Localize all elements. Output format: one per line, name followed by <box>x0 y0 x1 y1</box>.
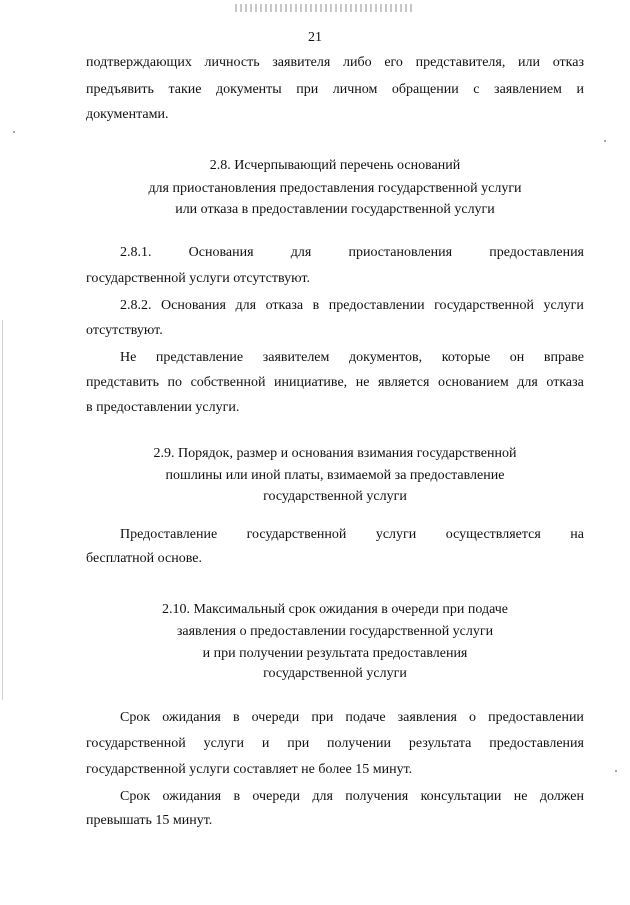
paragraph-line: 2.8.2. Основания для отказа в предоставлении государственной услуги <box>120 298 584 313</box>
section-heading: государственной услуги <box>263 489 407 504</box>
scan-speck <box>615 770 617 772</box>
section-heading: пошлины или иной платы, взимаемой за предоставление <box>165 468 505 483</box>
section-heading: государственной услуги <box>263 666 407 681</box>
paragraph-line: превышать 15 минут. <box>86 813 213 828</box>
paragraph-line: предъявить такие документы при личном обращении с заявлением и <box>86 82 584 97</box>
paragraph-line: представить по собственной инициативе, не является основанием для отказа <box>86 375 584 390</box>
paragraph-line: документами. <box>86 107 169 122</box>
paragraph-line: Предоставление государственной услуги осуществляется на <box>120 527 584 542</box>
page-number: 21 <box>308 30 322 45</box>
paragraph-line: Срок ожидания в очереди при подаче заявления о предоставлении <box>120 710 584 725</box>
paragraph-line: в предоставлении услуги. <box>86 400 240 415</box>
paragraph-line: государственной услуги составляет не более 15 минут. <box>86 762 413 777</box>
section-heading: 2.10. Максимальный срок ожидания в очереди при подаче <box>161 602 509 617</box>
paragraph-line: отсутствуют. <box>86 323 163 338</box>
section-heading: 2.8. Исчерпывающий перечень оснований <box>209 158 461 173</box>
section-heading: 2.9. Порядок, размер и основания взимания государственной <box>153 446 517 461</box>
scan-speck <box>13 131 15 133</box>
paragraph-line: Не представление заявителем документов, которые он вправе <box>120 350 584 365</box>
paragraph-line: бесплатной основе. <box>86 551 202 566</box>
paragraph-line: 2.8.1. Основания для приостановления предоставления <box>120 245 584 260</box>
scan-edge-artifact <box>2 320 3 700</box>
paragraph-line: Срок ожидания в очереди для получения консультации не должен <box>120 789 584 804</box>
paragraph-line: государственной услуги и при получении результата предоставления <box>86 736 584 751</box>
scan-speck <box>604 140 606 142</box>
section-heading: и при получении результата предоставления <box>202 646 468 661</box>
section-heading: заявления о предоставлении государственной услуги <box>176 624 494 639</box>
scan-artifact <box>235 4 415 12</box>
section-heading: для приостановления предоставления государственной услуги <box>148 181 522 196</box>
section-heading: или отказа в предоставлении государственной услуги <box>175 202 495 217</box>
paragraph-line: государственной услуги отсутствуют. <box>86 271 310 286</box>
paragraph-line: подтверждающих личность заявителя либо его представителя, или отказ <box>86 55 584 70</box>
